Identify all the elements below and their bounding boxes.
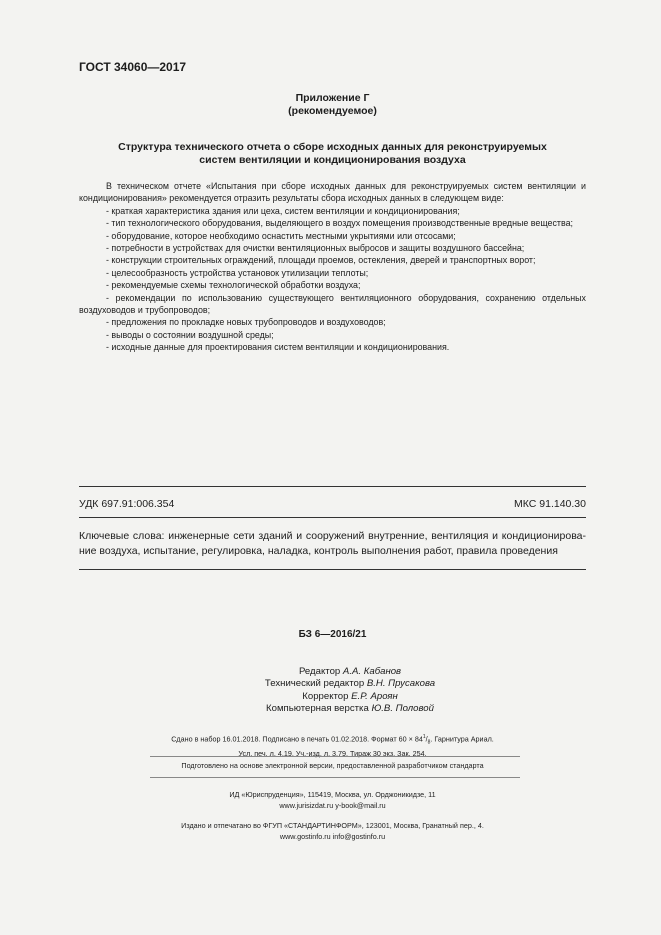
mks-code: МКС 91.140.30 <box>514 498 586 510</box>
section-title-line-2: систем вентиляции и кондиционирования воздуха <box>199 154 466 166</box>
divider <box>79 486 586 487</box>
list-item: - исходные данные для проектирования систем вентиляции и кондиционирования. <box>106 342 450 353</box>
list-item: - выводы о состоянии воздушной среды; <box>106 329 274 340</box>
publisher-2-address: Издано и отпечатано во ФГУП «СТАНДАРТИНФОРМ», 123001, Москва, Гранатный пер., 4. <box>181 821 484 830</box>
bz-number: БЗ 6—2016/21 <box>298 629 367 640</box>
divider <box>150 777 520 778</box>
editor-row: Редактор А.А. Кабанов <box>298 666 402 677</box>
appendix-heading <box>79 92 586 118</box>
publisher-2-contacts: www.gostinfo.ru info@gostinfo.ru <box>279 832 386 841</box>
editors-list <box>230 666 470 716</box>
appendix-note: (рекомендуемое) <box>288 105 377 117</box>
divider <box>79 569 586 570</box>
list-item: - рекомендации по использованию существующего вентиляционного оборудования, сохранению отдельных воздуховодов и трубопроводов; <box>79 292 586 316</box>
list-item: - потребности в устройствах для очистки вентиляционных выбросов и защиты воздушного бассейна; <box>106 243 525 254</box>
list-item: - конструкции строительных ограждений, площади проемов, остекления, дверей и транспортных ворот; <box>106 255 536 266</box>
list-item: - предложения по прокладке новых трубопроводов и воздуховодов; <box>106 317 386 328</box>
udk-code: УДК 697.91:006.354 <box>79 498 175 510</box>
report-structure-text <box>79 180 586 354</box>
keywords: Ключевые слова: инженерные сети зданий и сооружений внутренние, вентиляция и кондиционирова-ние воздуха, испытание, регулировка, наладка, контроль выполнения работ, правила проведения <box>79 530 586 557</box>
appendix-label: Приложение Г <box>295 92 370 104</box>
publisher-1 <box>79 789 586 811</box>
print-details-line-2: Усл. печ. л. 4,19. Уч.-изд. л. 3,79. Тираж 30 экз. Зак. 254. <box>238 749 427 759</box>
prepared-note: Подготовлено на основе электронной версии, предоставленной разработчиком стандарта <box>181 761 484 770</box>
standard-code: ГОСТ 34060—2017 <box>79 60 187 74</box>
intro-paragraph: В техническом отчете «Испытания при сборе исходных данных для реконструируемых систем вентиляции и кондиционирования» рекомендуется отразить результаты сбора исходных данных в следующем виде: <box>79 181 586 204</box>
editor-row: Корректор Е.Р. Ароян <box>302 690 398 702</box>
editor-row: Технический редактор В.Н. Прусакова <box>264 678 436 690</box>
section-title <box>79 141 586 167</box>
print-details-line-1: Сдано в набор 16.01.2018. Подписано в печать 01.02.2018. Формат $60 \times 84^1/_8$. Гарнитура Ариал. <box>171 734 494 746</box>
publisher-1-contacts: www.jurisizdat.ru y-book@mail.ru <box>279 801 386 810</box>
list-item: - краткая характеристика здания или цеха, систем вентиляции и кондиционирования; <box>106 205 460 216</box>
list-item: - тип технологического оборудования, выделяющего в воздух помещения производственные вредные вещества; <box>106 218 574 229</box>
publisher-1-address: ИД «Юриспруденция», 115419, Москва, ул. Орджоникидзе, 11 <box>229 790 436 799</box>
divider <box>79 517 586 518</box>
list-item: - целесообразность устройства установок утилизации теплоты; <box>106 267 369 278</box>
list-item: - рекомендуемые схемы технологической обработки воздуха; <box>106 280 361 291</box>
publisher-2 <box>79 820 586 842</box>
divider <box>150 756 520 757</box>
editor-row: Компьютерная верстка Ю.В. Половой <box>266 703 434 715</box>
list-item: - оборудование, которое необходимо оснастить местными укрытиями или отсосами; <box>106 230 456 241</box>
section-title-line-1: Структура технического отчета о сборе исходных данных для реконструируемых <box>118 141 547 153</box>
